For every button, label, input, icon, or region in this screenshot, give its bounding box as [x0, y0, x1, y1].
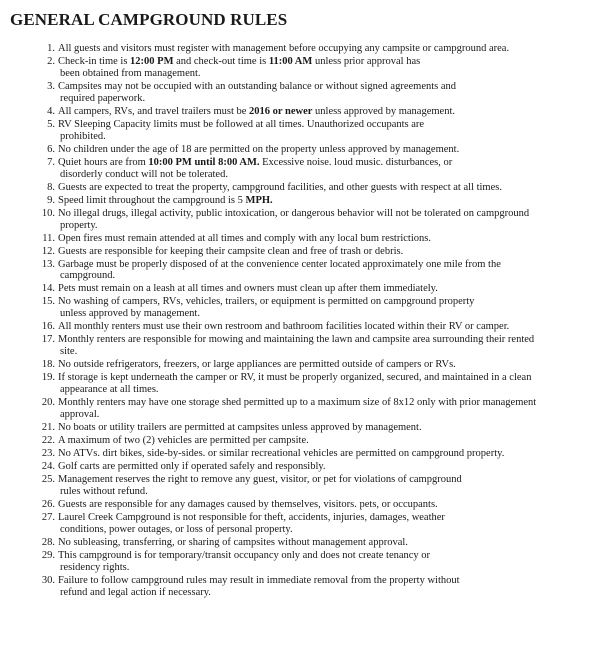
rule-text: No outside refrigerators, freezers, or large appliances are permitted outside of campers or RVs. — [58, 359, 456, 371]
rule-text: Guests are responsible for keeping their campsite clean and free of trash or debris. — [58, 245, 404, 257]
rule-item — [10, 233, 586, 245]
rule-text: refund and legal action if necessary. — [60, 586, 211, 598]
rule-text: campground. — [60, 270, 116, 282]
rule-text: No washing of campers, RVs, vehicles, trailers, or equipment is permitted on campground property — [58, 296, 475, 308]
rule-item — [10, 283, 586, 295]
rule-item — [10, 259, 586, 283]
rule-text: No boats or utility trailers are permitted at campsites unless approved by management. — [58, 422, 422, 434]
rule-text: conditions, power outages, or loss of personal property. — [60, 523, 293, 535]
rule-text: No ATVs. dirt bikes, side-by-sides. or similar recreational vehicles are permitted on campground property. — [58, 448, 505, 460]
rule-item — [10, 474, 586, 498]
rule-number: 3. — [47, 80, 55, 92]
rule-item — [10, 550, 586, 574]
rule-item — [10, 106, 586, 118]
document-title: GENERAL CAMPGROUND RULES — [10, 10, 288, 29]
rule-item — [10, 321, 586, 333]
rule-item — [10, 119, 586, 143]
rule-number: 23. — [41, 448, 55, 460]
rule-item — [10, 296, 586, 320]
rule-text: No children under the age of 18 are permitted on the property unless approved by management. — [58, 143, 460, 155]
rule-item — [10, 499, 586, 511]
rule-item — [10, 157, 586, 181]
rule-text: Laurel Creek Campground is not responsible for theft, accidents, injuries, damages, weather — [58, 511, 445, 523]
rule-item — [10, 537, 586, 549]
rule-item — [10, 43, 586, 55]
rule-item — [10, 461, 586, 473]
rule-text: appearance at all times. — [60, 384, 159, 396]
rules-list — [10, 43, 586, 599]
rule-text: RV Sleeping Capacity limits must be followed at all times. Unauthorized occupants are — [58, 118, 425, 130]
rule-item — [10, 372, 586, 396]
rule-text: No subleasing, transferring, or sharing of campsites without management approval. — [58, 536, 408, 548]
rule-text: All guests and visitors must register with management before occupying any campsite or campground area. — [58, 43, 510, 54]
rule-text: disorderly conduct will not be tolerated. — [60, 168, 228, 180]
rule-item — [10, 144, 586, 156]
rule-text: Campsites may not be occupied with an outstanding balance or without signed agreements and — [58, 80, 457, 92]
rule-number: 30. — [41, 574, 55, 586]
rule-text: prohibited. — [60, 130, 106, 142]
rule-item — [10, 81, 586, 105]
rule-item — [10, 512, 586, 536]
rule-text: A maximum of two (2) vehicles are permitted per campsite. — [58, 435, 309, 447]
rule-text: been obtained from management. — [60, 67, 201, 79]
rule-text: All campers, RVs, and travel trailers must be 2016 or newer unless approved by management. — [58, 105, 455, 117]
rule-text: All monthly renters must use their own restroom and bathroom facilities located within their RV or camper. — [58, 321, 510, 333]
rule-number: 4. — [47, 105, 55, 117]
rule-item — [10, 435, 586, 447]
rule-text: Check-in time is 12:00 PM and check-out time is 11:00 AM unless prior approval has — [58, 56, 421, 67]
rule-number: 14. — [41, 283, 55, 295]
rule-number: 9. — [47, 194, 55, 206]
rule-text: Management reserves the right to remove any guest, visitor, or pet for violations of campground — [58, 474, 462, 486]
rule-text: Golf carts are permitted only if operated safely and responsibly. — [58, 461, 326, 473]
rule-number: 28. — [41, 536, 55, 548]
rule-number: 6. — [47, 143, 55, 155]
rule-text: property. — [60, 219, 98, 231]
rule-number: 29. — [41, 549, 55, 561]
rule-number: 25. — [41, 474, 55, 486]
rule-number: 18. — [41, 359, 55, 371]
rule-number: 11. — [42, 232, 55, 244]
rule-number: 15. — [41, 296, 55, 308]
rule-text: residency rights. — [60, 561, 130, 573]
rule-item — [10, 208, 586, 232]
rule-number: 8. — [47, 181, 55, 193]
rule-number: 10. — [41, 207, 55, 219]
rule-number: 5. — [47, 118, 55, 130]
rule-number: 2. — [47, 56, 55, 67]
rule-item — [10, 334, 586, 358]
rule-text: Pets must remain on a leash at all times and owners must clean up after them immediately. — [58, 283, 438, 295]
rule-number: 27. — [41, 511, 55, 523]
rule-number: 26. — [41, 498, 55, 510]
rule-text: Open fires must remain attended at all times and comply with any local bum restrictions. — [58, 232, 431, 244]
rule-item — [10, 397, 586, 421]
rule-number: 19. — [41, 372, 55, 384]
rule-number: 1. — [47, 43, 55, 54]
rule-text: Guests are expected to treat the property, campground facilities, and other guests with respect at all times. — [58, 181, 502, 193]
rule-text: rules without refund. — [60, 485, 148, 497]
rule-text: approval. — [60, 409, 100, 421]
rule-item — [10, 575, 586, 599]
rule-item — [10, 182, 586, 194]
rule-number: 13. — [41, 258, 55, 270]
rule-item — [10, 56, 586, 80]
rule-item — [10, 422, 586, 434]
rule-text: Guests are responsible for any damages caused by themselves, visitors. pets, or occupants. — [58, 498, 438, 510]
rule-number: 7. — [47, 156, 55, 168]
rule-text: required paperwork. — [60, 92, 146, 104]
rule-text: Failure to follow campground rules may result in immediate removal from the property without — [58, 574, 460, 586]
rule-text: If storage is kept underneath the camper or RV, it must be properly organized, secured, and maintained in a clean — [58, 372, 532, 384]
rule-item — [10, 246, 586, 258]
rule-text: Quiet hours are from 10:00 PM until 8:00 AM. Excessive noise. loud music. disturbances, or — [58, 156, 453, 168]
rule-item — [10, 359, 586, 371]
rule-number: 24. — [41, 461, 55, 473]
rule-number: 16. — [41, 321, 55, 333]
rule-number: 12. — [41, 245, 55, 257]
rule-text: Monthly renters are responsible for mowing and maintaining the lawn and campsite area surrounding their rented — [58, 334, 535, 346]
rule-text: unless approved by management. — [60, 308, 200, 320]
rule-number: 22. — [41, 435, 55, 447]
rule-text: site. — [60, 346, 78, 358]
rule-number: 17. — [41, 334, 55, 346]
rule-text: Speed limit throughout the campground is 5 MPH. — [58, 194, 273, 206]
rule-item — [10, 448, 586, 460]
rule-text: This campground is for temporary/transit occupancy only and does not create tenancy or — [58, 549, 431, 561]
rule-text: No illegal drugs, illegal activity, public intoxication, or dangerous behavior will not be tolerated on campground — [58, 207, 530, 219]
rule-number: 20. — [41, 397, 55, 409]
rule-text: Garbage must be properly disposed of at the convenience center located approximately one mile from the — [58, 258, 501, 270]
rule-item — [10, 195, 586, 207]
rule-text: Monthly renters may have one storage shed permitted up to a maximum size of 8x12 only with prior management — [58, 397, 537, 409]
rule-number: 21. — [41, 422, 55, 434]
